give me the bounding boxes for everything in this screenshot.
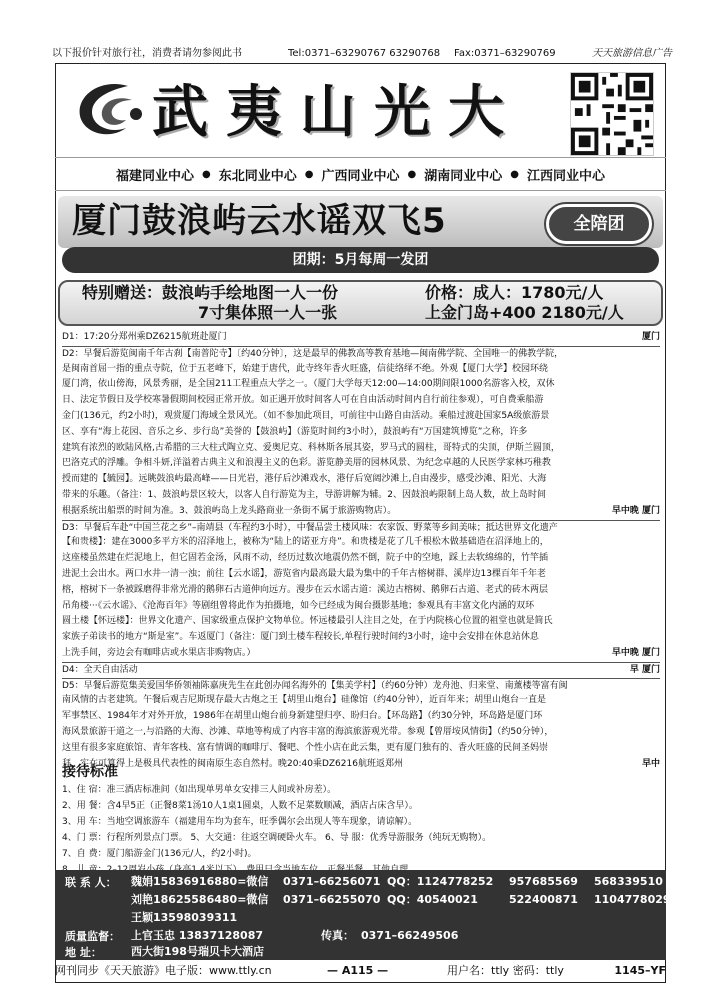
- itinerary-text: 授而建的【毓园】。远眺鼓浪屿最高峰——日光岩，港仔后沙滩戏水，港仔后宽阔沙滩上,自由漫步，感受沙滩、阳光、大海: [62, 474, 547, 485]
- notice-text: 以下报价针对旅行社，消费者请勿参阅此书: [52, 48, 242, 59]
- standard-item: 3、用 车：当地空调旅游车（福建用车均为套车，旺季偶尔会出现人等车现象，请谅解）。: [62, 817, 418, 827]
- itinerary-text: 是闽南首屈一指的重点寺院，位于五老峰下，始建于唐代，此寺终年香火旺盛，信徒络绎不绝。外观【厦门大学】校园环绕: [62, 363, 549, 374]
- departure-period: 团期：5月每周一发团: [62, 247, 659, 273]
- itinerary-text: 吊角楼···《云水谣》、《沧海百年》等剧组曾将此作为拍摄地，如今已经成为闽台摄影基地；参观具有丰富文化内涵的双环: [62, 600, 535, 611]
- itinerary-line: [62, 488, 660, 504]
- footer: [55, 961, 666, 981]
- itinerary-line: [62, 346, 660, 362]
- itinerary-line: [62, 330, 660, 346]
- brand-swirl-logo: [70, 76, 150, 142]
- contact-qq: QQ：40540021: [387, 893, 478, 906]
- center-item: 江西同业中心: [526, 168, 605, 184]
- itinerary-text: 带来的乐趣。（备注：1、鼓浪屿景区较大，以客人自行游览为主，导游讲解为辅。2、因鼓浪屿限制上岛人数，故上岛时间: [62, 489, 546, 500]
- meals-lodging: 早 厦门: [626, 663, 660, 678]
- itinerary-line: [62, 520, 660, 536]
- qr-code[interactable]: [570, 72, 654, 156]
- itinerary-line: [62, 535, 660, 551]
- standard-item: 4、门 票：行程所列景点门票。 5、大交通：往返空调硬卧火车。 6、导 服：优秀导游服务（纯玩无购物）。: [62, 833, 492, 843]
- itinerary-line: [62, 425, 660, 441]
- branch-centers: [55, 157, 666, 191]
- contact-row: [131, 892, 671, 908]
- itinerary: [62, 330, 660, 772]
- itinerary-text: 【和贵楼】：建在3000多平方米的沼泽地上，被称为“陆上的诺亚方舟”。和贵楼是花了几千根松木做基础造在沼泽地上的，: [62, 537, 549, 548]
- standard-item: 1、住 宿：准三酒店标准间（如出现单男单女安排三人间或补房差）。: [62, 785, 337, 795]
- gift-line-1: 特别赠送：鼓浪屿手绘地图一人一份: [82, 283, 339, 302]
- fax-value: 0371–66249506: [361, 929, 459, 942]
- itinerary-text: D1：17:20分郑州乘DZ6215航班赴厦门: [62, 332, 227, 342]
- itinerary-line: [62, 377, 660, 393]
- itinerary-line: [62, 441, 660, 457]
- price-kinmen: 上金门岛+400 2180元/人: [425, 303, 624, 322]
- top-info-bar: [52, 47, 672, 61]
- itinerary-text: 家族子弟读书的地方“斯是室”。车返厦门（备注：厦门到土楼车程较长,单程行驶时间约3小时，途中会安排在休息站休息: [62, 632, 539, 643]
- itinerary-line: [62, 504, 660, 520]
- contact-qq-2: 522400871: [509, 893, 578, 906]
- itinerary-text: 金门(136元，约2小时)，观赏厦门海域全景风光。（如不参加此项目，可前往中山路自由活动。乘船过渡赴国家5A级旅游景: [62, 410, 550, 421]
- itinerary-line: [62, 678, 660, 694]
- center-item: 福建同业中心: [115, 168, 194, 184]
- itinerary-text: 拜，实在可算得上是极具代表性的闽南原生态自然村。晚20:40乘DZ6216航班返郑州: [62, 758, 403, 769]
- itinerary-line: [62, 409, 660, 425]
- footer-sync[interactable]: 网刊同步《天天旅游》电子版：www.ttly.cn: [55, 964, 272, 977]
- fax-text: Fax:0371–63290769: [454, 48, 556, 59]
- itinerary-line: [62, 662, 660, 678]
- itinerary-line: [62, 551, 660, 567]
- itinerary-line: [62, 567, 660, 583]
- itinerary-text: 军事禁区、1984年才对外开放，1986年在胡里山炮台前身新建望归亭、盼归台。【环岛路】（约30分钟，环岛路是厦门环: [62, 711, 543, 722]
- bullet-icon: ●: [202, 168, 211, 180]
- standard-item: 2、用 餐：含4早5正（正餐8菜1汤10人1桌1圆桌，人数不足菜数顺减，酒店占床含早）。: [62, 801, 418, 811]
- itinerary-text: D4：全天自由活动: [62, 664, 138, 675]
- contact-phone[interactable]: 0371–66256071: [283, 875, 381, 888]
- itinerary-text: D2：早餐后游览闽南千年古刹【南普陀寺】〔约40分钟〕，这是最早的佛教高等教育基地—闽南佛学院、全国唯一的佛教学院，: [62, 348, 564, 359]
- contact-row: [131, 874, 663, 890]
- itinerary-text: 上洗手间，旁边会有咖啡店或水果店非购物店。）: [62, 647, 256, 658]
- brand-name: 武夷山光大: [152, 79, 522, 145]
- itinerary-text: 建筑有浓烈的欧陆风格,古希腊的三大柱式陶立克、爱奥尼克、科林斯各展其姿，罗马式的圆柱，哥特式的尖顶，伊斯兰圆顶，: [62, 442, 560, 453]
- itinerary-text: 榕，榕树下一条被踩磨得非常光滑的鹅卵石古道伸向远方。漫步在云水谣古道：溪边古榕树、鹅卵石古道、老式的砖木两层: [62, 584, 549, 595]
- itinerary-line: [62, 614, 660, 630]
- reception-standards: [62, 762, 660, 878]
- tour-title: 厦门鼓浪屿云水谣双飞5: [72, 201, 447, 241]
- contact-label: 联 系 人：: [65, 876, 117, 889]
- itinerary-line: [62, 630, 660, 646]
- contact-qq-2: 957685569: [509, 875, 578, 888]
- gift-line-2: 7寸集体照一人一张: [198, 303, 338, 322]
- itinerary-text: 区、享有“海上花园、音乐之乡、步行岛”美誉的【鼓浪屿】（游览时间约3小时），鼓浪屿有“万国建筑博览”之称，许多: [62, 426, 528, 437]
- price-adult: 价格：成人：1780元/人: [425, 283, 604, 302]
- bullet-icon: ●: [407, 168, 417, 180]
- contact-name: 刘艳18625586480=微信: [131, 893, 269, 906]
- contact-qq-3: 1104778029: [594, 893, 671, 906]
- itinerary-text: 进泥土会出水。两口水井一清一浊；前往【云水谣】，游览省内最高最大最为集中的千年古榕树群、溪岸边13棵百年千年老: [62, 568, 546, 579]
- contact-phone[interactable]: 0371–66255070: [283, 893, 381, 906]
- contact-name: 王颖13598039311: [131, 911, 238, 924]
- footer-login: 用户名：ttly 密码：ttly: [447, 964, 564, 977]
- meals-lodging: 早中晚 厦门: [608, 504, 660, 520]
- fax-label: 传真：: [321, 929, 354, 942]
- itinerary-line: [62, 725, 660, 741]
- ad-label: 天天旅游信息广告: [592, 48, 672, 59]
- center-item: 广西同业中心: [321, 168, 400, 184]
- contact-panel: [55, 870, 671, 960]
- tel-text: Tel:0371–63290767 63290768: [288, 48, 441, 59]
- itinerary-text: 巴洛克式的浮雕。争相斗妍,洋溢着古典主义和浪漫主义的色彩。游览静美厝的园林风景、为纪念卓越的人民医学家林巧稚教: [62, 458, 551, 469]
- contact-qq-3: 568339510: [594, 875, 663, 888]
- contact-name: 魏娟15836916880=微信: [131, 875, 269, 888]
- bullet-icon: ●: [304, 168, 314, 180]
- itinerary-line: [62, 472, 660, 488]
- itinerary-text: 圆土楼【怀远楼】：世界文化遗产、国家级重点保护文物单位。怀远楼最引人注目之处，在于内院核心位置的祖堂也就是简氏: [62, 616, 553, 627]
- itinerary-line: [62, 741, 660, 757]
- meals-lodging: 早中: [638, 757, 660, 773]
- supervise-value: 上官玉忠 13837128087: [131, 929, 264, 942]
- contact-qq: QQ：1124778252: [387, 875, 494, 888]
- itinerary-line: [62, 599, 660, 615]
- page-number: — A115 —: [327, 964, 389, 977]
- itinerary-text: 厦门湾，依山傍海，风景秀丽，是全国211工程重点大学之一。（厦门大学每天12:00—14:00期间限1000名游客入校，双休: [62, 379, 555, 390]
- center-item: 湖南同业中心: [424, 168, 503, 184]
- supervise-row: [131, 928, 459, 944]
- meals-lodging: 厦门: [638, 330, 660, 346]
- supervise-label: 质量监督：: [65, 930, 120, 943]
- issue-code: 1145–YF: [614, 964, 666, 977]
- itinerary-text: 南风情的古老建筑。午餐后观吉尼斯现存最大古炮之王【胡里山炮台】硅像馆（约40分钟），近百年来；胡里山炮台一直是: [62, 695, 546, 706]
- standard-item: 7、自 费：厦门船游金门(136元/人，约2小时)。: [62, 849, 257, 859]
- itinerary-line: [62, 709, 660, 725]
- itinerary-text: 海风景旅游干道之一,与沿路的大海、沙滩、草地等构成了内容丰富的海滨旅游观光带。参观【曾厝垵风情街】（约50分钟），: [62, 726, 554, 737]
- itinerary-text: D3：早餐后车赴“中国兰花之乡”–南靖县（车程约3小时），中餐品尝土楼风味：农家饭、野菜等乡间美味；抵达世界文化遗产: [62, 522, 558, 533]
- address-label: 地 址：: [65, 946, 102, 959]
- meals-lodging: 早中晚 厦门: [608, 646, 660, 662]
- center-item: 东北同业中心: [218, 168, 297, 184]
- itinerary-line: [62, 583, 660, 599]
- itinerary-text: 根据系统出船票的时间为准。3、鼓浪屿岛上龙头路商业一条街不属于旅游购物店）。: [62, 505, 397, 516]
- itinerary-text: 日、法定节假日及学校寒暑假期间校园正常开放。如正遇开放时间客人可在自由活动时间内自行前往参观），可自费乘船游: [62, 395, 544, 406]
- itinerary-line: [62, 646, 660, 662]
- itinerary-text: D5：早餐后游览集美爱国华侨领袖陈嘉庚先生在此创办闻名海外的【集美学村】（约60分钟）龙舟池、归来堂、南薰楼等富有闽: [62, 680, 568, 691]
- contact-row: [131, 910, 237, 926]
- escort-badge: 全陪团: [546, 204, 652, 244]
- itinerary-text: 这座楼虽然建在烂泥地上，但它固若金汤，风雨不动，经历过数次地震仍然不倒，院子中的空地，踩上去软绵绵的，竹竿插: [62, 553, 549, 564]
- itinerary-line: [62, 693, 660, 709]
- itinerary-text: 这里有很多家庭旅馆、青年客栈、富有情调的咖啡厅、餐吧、个性小店在此云集，更有厦门独有的、香火旺盛的民间圣妈崇: [62, 742, 549, 753]
- itinerary-line: [62, 456, 660, 472]
- itinerary-line: [62, 362, 660, 378]
- itinerary-line: [62, 393, 660, 409]
- standards-heading: 接待标准: [62, 764, 118, 780]
- address-value: 西大街198号瑞贝卡大酒店: [131, 945, 264, 958]
- bullet-icon: ●: [510, 168, 519, 180]
- address-row: [131, 944, 264, 960]
